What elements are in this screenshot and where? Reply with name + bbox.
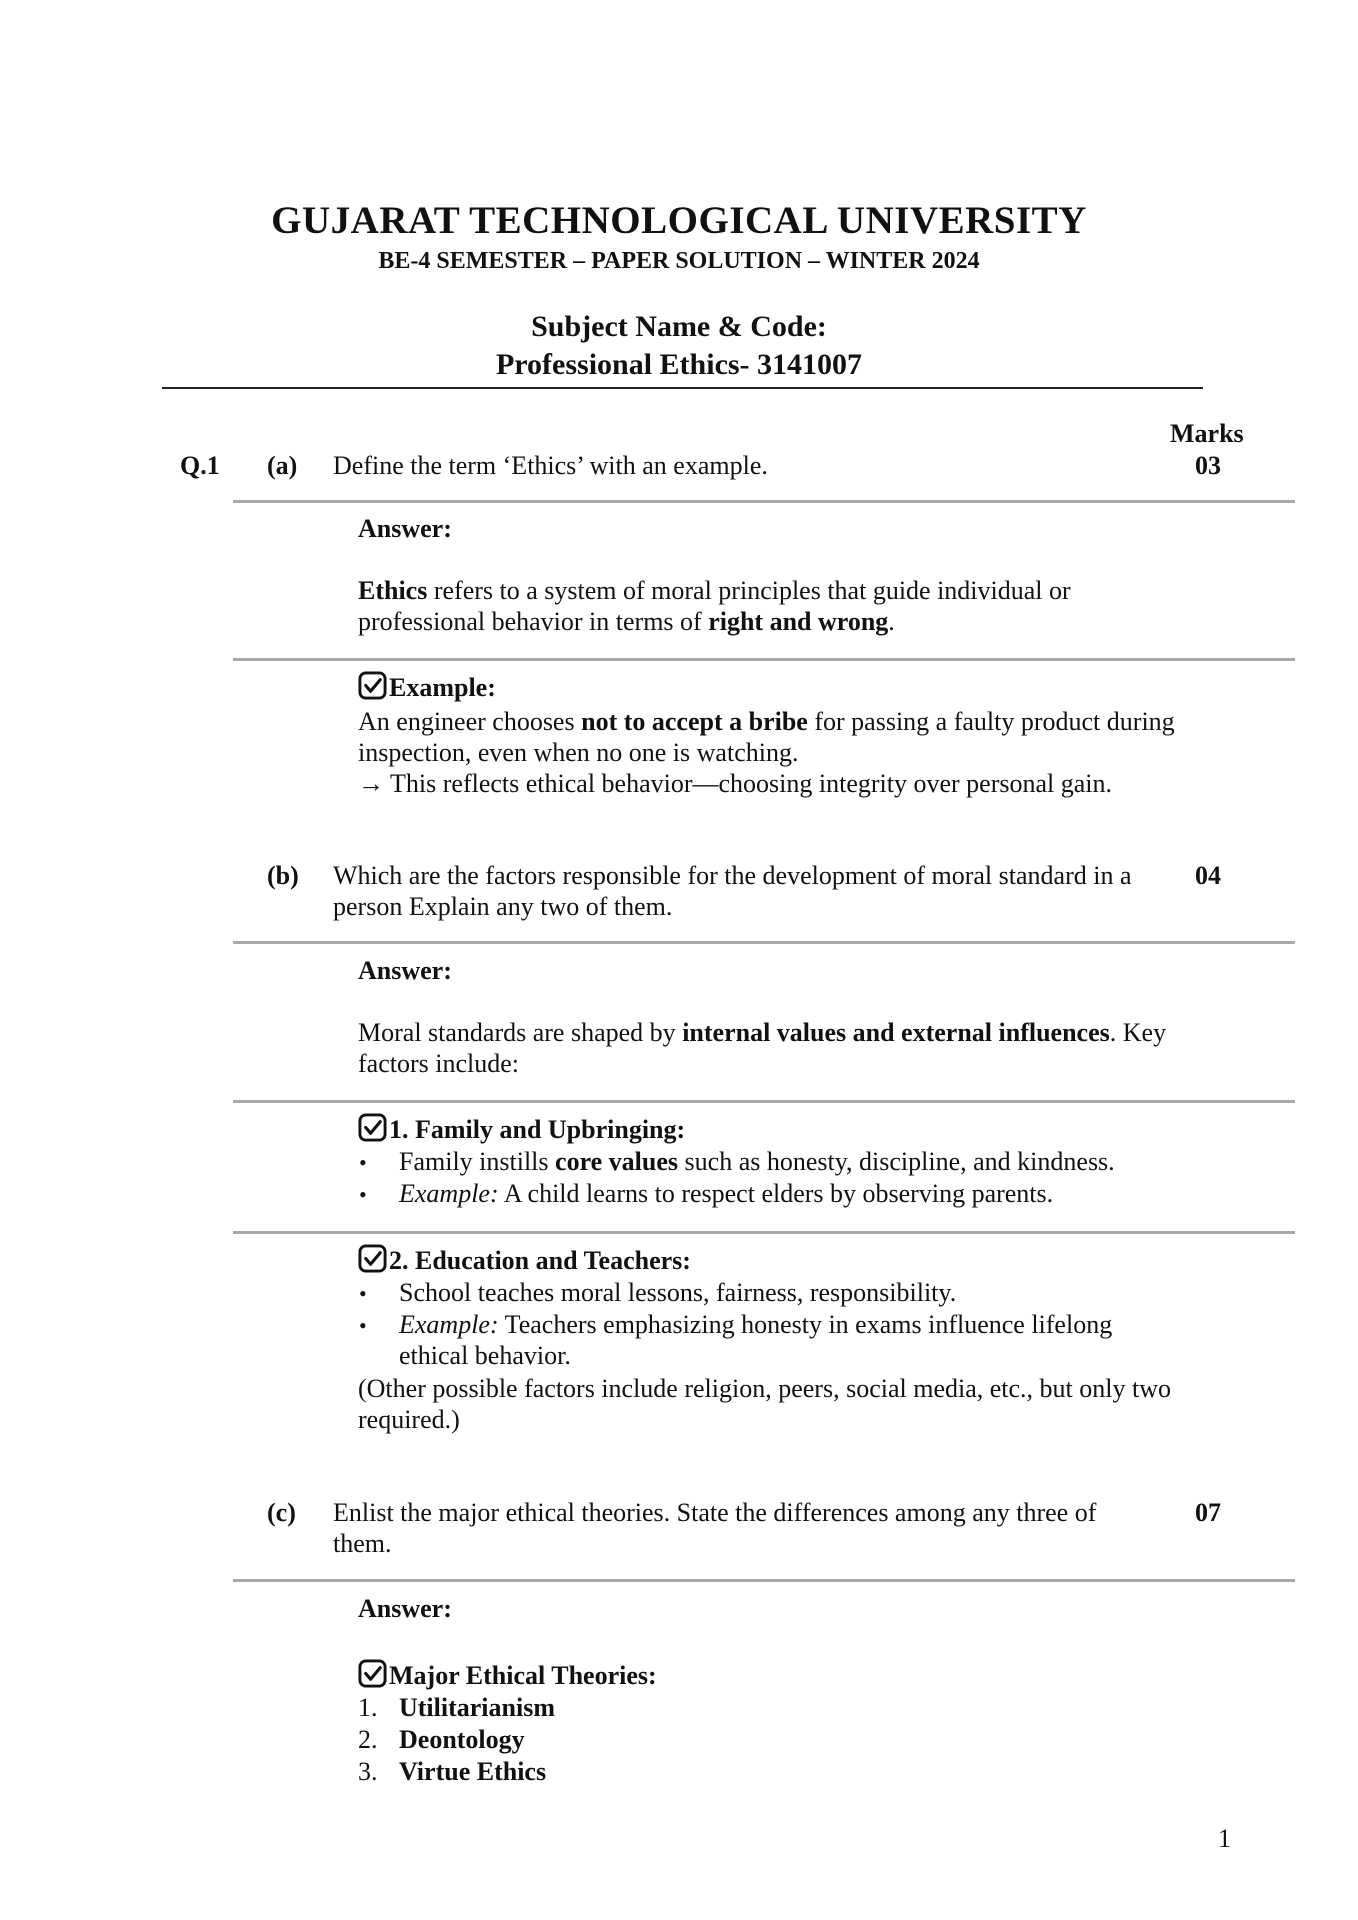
factor-1-heading-text: 1. Family and Upbringing: xyxy=(389,1115,686,1144)
checkbox-check-icon xyxy=(358,1113,387,1142)
ethics-definition xyxy=(358,575,1168,637)
checkbox-check-icon xyxy=(358,671,387,700)
factor-1-heading xyxy=(358,1113,685,1145)
answer-label: Answer: xyxy=(358,956,452,985)
header-divider xyxy=(162,387,1203,389)
list-number: 1. xyxy=(358,1693,378,1722)
definition-end: . xyxy=(888,607,895,636)
point-text: Teachers emphasizing honesty in exams influence lifelong ethical behavior. xyxy=(399,1310,1113,1370)
factor-2-heading-text: 2. Education and Teachers: xyxy=(389,1246,691,1275)
point-emphasis: core values xyxy=(555,1147,679,1176)
divider xyxy=(233,941,1295,944)
answer-label: Answer: xyxy=(358,514,452,543)
part-b-question: Which are the factors responsible for the development of moral standard in a person Explain any two of them. xyxy=(333,861,1132,921)
list-item xyxy=(358,1724,858,1756)
theory-name: Deontology xyxy=(399,1725,525,1754)
bullet-icon: • xyxy=(359,1182,367,1207)
part-a-marks: 03 xyxy=(1195,451,1221,480)
factor-2-point-1: School teaches moral lessons, fairness, responsibility. xyxy=(399,1278,957,1307)
list-item xyxy=(358,1692,858,1724)
factor-1-point-2 xyxy=(399,1178,1199,1209)
university-title: GUJARAT TECHNOLOGICAL UNIVERSITY xyxy=(271,199,1087,242)
example-text xyxy=(358,706,1178,768)
example-text-start: An engineer chooses xyxy=(358,707,582,736)
theory-name: Virtue Ethics xyxy=(399,1757,547,1786)
divider xyxy=(233,658,1295,661)
example-label: Example: xyxy=(399,1310,499,1339)
checkbox-check-icon xyxy=(358,1659,387,1688)
definition-term: Ethics xyxy=(358,576,428,605)
example-heading-text: Example: xyxy=(389,673,496,702)
semester-subtitle: BE-4 SEMESTER – PAPER SOLUTION – WINTER 2024 xyxy=(378,248,980,274)
theory-name: Utilitarianism xyxy=(399,1693,555,1722)
definition-emphasis: right and wrong xyxy=(708,607,889,636)
list-number: 3. xyxy=(358,1757,378,1786)
answer-intro xyxy=(358,1017,1178,1079)
intro-text-start: Moral standards are shaped by xyxy=(358,1018,683,1047)
page-number: 1 xyxy=(1218,1824,1231,1853)
example-conclusion: → This reflects ethical behavior—choosing integrity over personal gain. xyxy=(358,769,1113,798)
example-heading xyxy=(358,671,496,703)
list-item xyxy=(358,1756,858,1788)
theories-heading-text: Major Ethical Theories: xyxy=(389,1661,657,1690)
factor-1-point-1 xyxy=(399,1146,1199,1177)
marks-header: Marks xyxy=(1170,419,1244,448)
part-b-marks: 04 xyxy=(1195,861,1221,890)
divider xyxy=(233,1100,1295,1103)
part-c-label: (c) xyxy=(267,1498,296,1527)
factor-2-point-2 xyxy=(399,1309,1169,1371)
checkbox-check-icon xyxy=(358,1244,387,1273)
subject-name: Professional Ethics- 3141007 xyxy=(495,348,863,381)
divider xyxy=(233,500,1295,503)
part-c-question: Enlist the major ethical theories. State the differences among any three of them. xyxy=(333,1498,1097,1558)
intro-text-end: . Key factors include: xyxy=(358,1018,1167,1078)
part-b-label: (b) xyxy=(267,861,299,890)
example-emphasis: not to accept a bribe xyxy=(581,707,808,736)
question-number: Q.1 xyxy=(180,451,220,480)
definition-text: refers to a system of moral principles that guide individual or professional behavior in terms of xyxy=(358,576,1071,636)
part-c-marks: 07 xyxy=(1195,1498,1221,1527)
divider xyxy=(233,1579,1295,1582)
factor-note: (Other possible factors include religion, peers, social media, etc., but only two required.) xyxy=(358,1374,1171,1434)
point-text-end: such as honesty, discipline, and kindness. xyxy=(678,1147,1115,1176)
example-text-end: for passing a faulty product during inspection, even when no one is watching. xyxy=(358,707,1175,767)
part-a-question: Define the term ‘Ethics’ with an example. xyxy=(333,451,768,480)
example-label: Example: xyxy=(399,1179,499,1208)
point-text: A child learns to respect elders by observing parents. xyxy=(498,1179,1054,1208)
theories-heading xyxy=(358,1659,657,1691)
divider xyxy=(233,1231,1295,1234)
answer-label: Answer: xyxy=(358,1594,452,1623)
subject-label: Subject Name & Code: xyxy=(531,310,827,343)
part-a-label: (a) xyxy=(267,451,298,480)
intro-emphasis: internal values and external influences xyxy=(682,1018,1110,1047)
point-text-start: Family instills xyxy=(399,1147,556,1176)
bullet-icon: • xyxy=(359,1313,367,1338)
list-number: 2. xyxy=(358,1725,378,1754)
factor-2-heading xyxy=(358,1244,691,1276)
bullet-icon: • xyxy=(359,1150,367,1175)
theories-list xyxy=(358,1692,858,1788)
bullet-icon: • xyxy=(359,1281,367,1306)
